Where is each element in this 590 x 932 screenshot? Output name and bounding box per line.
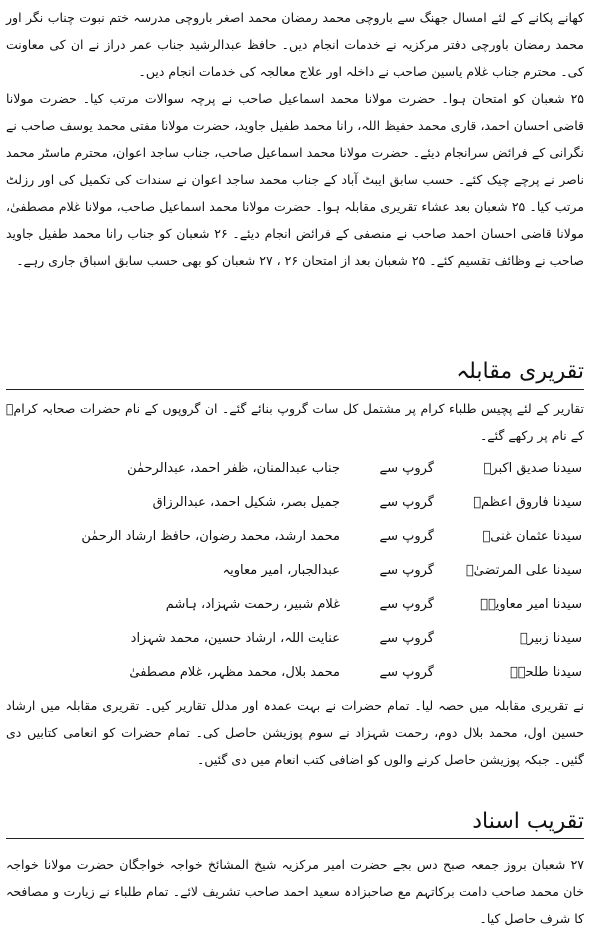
group-row [20,554,582,588]
closing-section-heading: تقریب اسناد [472,809,584,834]
speech-section-heading: تقریری مقابلہ [456,359,584,384]
speech-result-paragraph: نے تقریری مقابلہ میں حصہ لیا۔ تمام حضرات نے بہت عمدہ اور مدلل تقاریر کیں۔ تقریری مقابلہ میں ارشاد حسین اول، محمد بلال دوم، رحمت شہزاد نے سوم پوزیشن حاصل کی۔ تمام حضرات کو انعامی کتابیں دی گئیں۔ جبکہ پوزیشن حاصل کرنے والوں کو اضافی کتب انعام میں دی گئیں۔ [6,698,584,767]
group-row [20,520,582,554]
group-label: گروپ سے [379,597,434,612]
speech-intro-paragraph: تقاریر کے لئے پچیس طلباء کرام پر مشتمل کل سات گروپ بنائے گئے۔ ان گروپوں کے نام حضرات صحابہ کرامؓ کے نام پر رکھے گئے۔ [6,401,584,443]
group-team-name: سیدنا زبیرؓ [519,631,582,646]
exams-paragraph: ۲۵ شعبان کو امتحان ہوا۔ حضرت مولانا محمد اسماعیل صاحب نے پرچہ سوالات مرتب کیا۔ حضرت مولانا قاضی احسان احمد، قاری محمد حفیظ اللہ، رانا محمد طفیل جاوید، حضرت مولانا مفتی محمد یوسف صاحب نے نگرانی کے فرائض سرانجام دیئے۔ حضرت مولانا محمد اسماعیل صاحب، جناب ساجد اعوان، محترم ماسٹر محمد ناصر نے پرچے چیک کئے۔ حسب سابق ایبٹ آباد کے جناب محمد ساجد اعوان نے سندات کی تکمیل کی اور رزلٹ مرتب کیا۔ ۲۵ شعبان بعد عشاء تقریری مقابلہ ہوا۔ حضرت مولانا محمد اسماعیل صاحب، مولانا غلام مصطفیٰ، مولانا قاضی احسان احمد صاحب نے منصفی کے فرائض انجام دیئے۔ ۲۶ شعبان کو جناب رانا محمد طفیل جاوید صاحب نے وظائف تقسیم کئے۔ ۲۵ شعبان بعد از امتحان ۲۶ ، ۲۷ شعبان کو بھی حسب سابق اسباق جاری رہے۔ [6,91,585,268]
group-team-name: سیدنا امیر معاویہؓ [480,597,582,612]
group-members: محمد ارشد، محمد رضوان، حافظ ارشاد الرحمٰن [81,529,340,544]
closing-paragraph: ۲۷ شعبان بروز جمعہ صبح دس بجے حضرت امیر مرکزیہ شیخ المشائخ خواجہ خواجگان حضرت مولانا خواجہ خان محمد صاحب دامت برکاتہم مع صاحبزادہ سعید احمد صاحب تشریف لائے۔ تمام طلباء نے زیارت و مصافحہ کا شرف حاصل کیا۔ [6,857,584,926]
group-row [20,486,582,520]
group-team-name: سیدنا علی المرتضیٰؓ [465,563,582,578]
group-row [20,452,582,486]
group-members: محمد بلال، محمد مظہر، غلام مصطفیٰ [129,665,340,680]
group-label: گروپ سے [379,529,434,544]
group-members: غلام شبیر، رحمت شہزاد، ہاشم [165,597,340,612]
group-row [20,656,582,690]
group-team-name: سیدنا طلحہؓ [510,665,582,680]
speech-groups-list [20,452,582,692]
group-row [20,588,582,622]
intro-paragraph: کھانے پکانے کے لئے امسال جھنگ سے باروچی محمد رمضان محمد اصغر باروچی مدرسہ ختم نبوت چناب نگر اور محمد رمضان باورچی دفتر مرکزیہ نے خدمات انجام دیں۔ حافظ عبدالرشید جناب عمر دراز نے ان کی معاونت کی۔ محترم جناب غلام یاسین صاحب نے داخلہ اور علاج معالجہ کی خدمات انجام دیں۔ [6,10,584,79]
speech-heading-rule [6,389,584,390]
group-label: گروپ سے [379,665,434,680]
group-label: گروپ سے [379,563,434,578]
closing-heading-rule [6,838,584,839]
group-label: گروپ سے [379,461,434,476]
group-members: جناب عبدالمنان، ظفر احمد، عبدالرحمٰن [127,461,340,476]
group-row [20,622,582,656]
group-team-name: سیدنا عثمان غنیؓ [482,529,582,544]
group-members: جمیل بصر، شکیل احمد، عبدالرزاق [152,495,340,510]
group-team-name: سیدنا فاروق اعظمؓ [473,495,582,510]
group-members: عبدالجبار، امیر معاویہ [222,563,340,578]
group-label: گروپ سے [379,495,434,510]
group-team-name: سیدنا صدیق اکبرؓ [483,461,582,476]
group-label: گروپ سے [379,631,434,646]
group-members: عنایت اللہ، ارشاد حسین، محمد شہزاد [130,631,340,646]
